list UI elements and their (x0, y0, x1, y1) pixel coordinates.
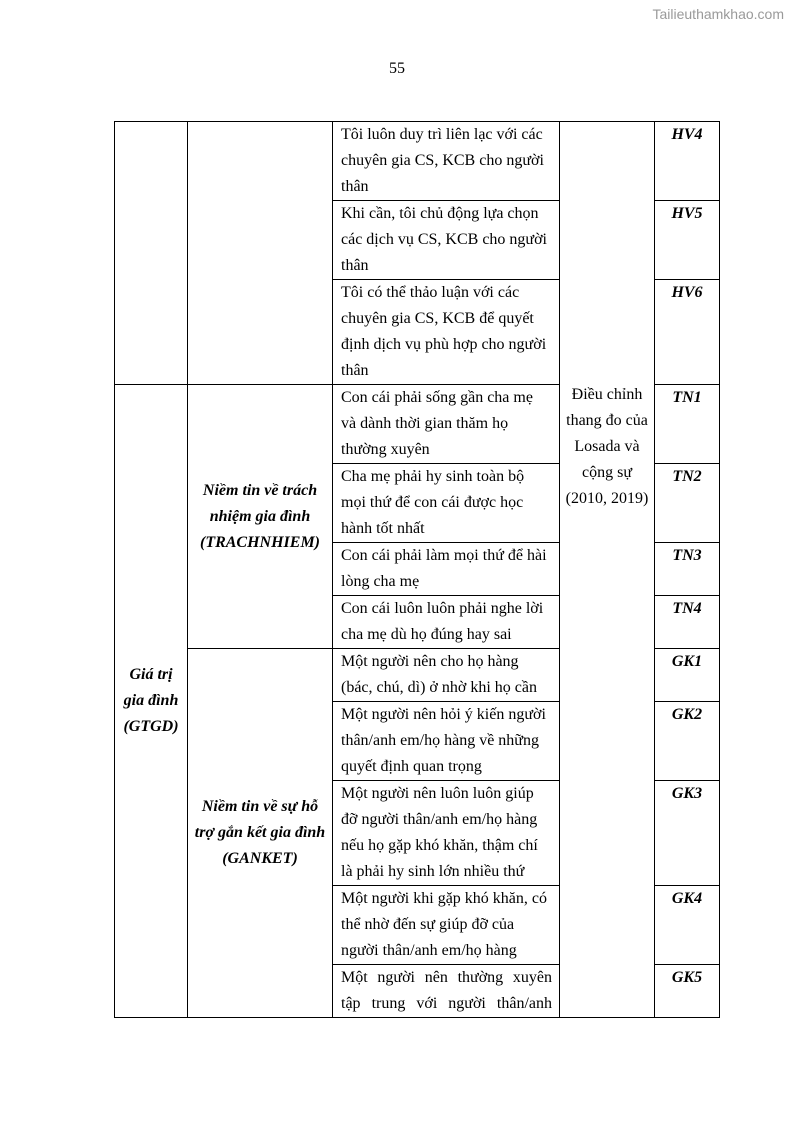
page-number: 55 (389, 60, 405, 77)
item-text: Con cái phải sống gần cha mẹ và dành thời gian thăm họ thường xuyên (333, 385, 560, 464)
table-row (115, 122, 720, 201)
item-text: Con cái phải làm mọi thứ để hài lòng cha mẹ (333, 543, 560, 596)
item-text: Cha mẹ phải hy sinh toàn bộ mọi thứ để con cái được học hành tốt nhất (333, 464, 560, 543)
item-code: HV5 (655, 201, 720, 280)
item-code: HV6 (655, 280, 720, 385)
group-label: Giá trị gia đình (GTGD) (115, 385, 188, 1018)
item-code: TN2 (655, 464, 720, 543)
item-code: GK2 (655, 702, 720, 781)
watermark: Tailieuthamkhao.com (652, 6, 784, 22)
item-text: Một người nên hỏi ý kiến người thân/anh em/họ hàng về những quyết định quan trọng (333, 702, 560, 781)
item-text: Một người nên thường xuyên tập trung với người thân/anh (333, 965, 560, 1018)
item-code: HV4 (655, 122, 720, 201)
subgroup-label-ganket: Niềm tin về sự hỗ trợ gắn kết gia đình (GANKET) (188, 649, 333, 1018)
item-text: Một người nên luôn luôn giúp đỡ người thân/anh em/họ hàng nếu họ gặp khó khăn, thậm chí là phải hy sinh lớn nhiều thứ (333, 781, 560, 886)
item-code: GK4 (655, 886, 720, 965)
item-text: Một người nên cho họ hàng (bác, chú, dì) ở nhờ khi họ cần (333, 649, 560, 702)
subgroup-cell-empty (188, 122, 333, 385)
item-text: Tôi luôn duy trì liên lạc với các chuyên gia CS, KCB cho người thân (333, 122, 560, 201)
item-text: Một người khi gặp khó khăn, có thể nhờ đến sự giúp đỡ của người thân/anh em/họ hàng (333, 886, 560, 965)
source-note: Điều chỉnh thang đo của Losada và cộng sự (2010, 2019) (565, 386, 649, 507)
group-cell-empty (115, 122, 188, 385)
item-text: Tôi có thể thảo luận với các chuyên gia CS, KCB để quyết định dịch vụ phù hợp cho người thân (333, 280, 560, 385)
scale-table (114, 121, 720, 1018)
item-code: GK3 (655, 781, 720, 886)
item-code: TN3 (655, 543, 720, 596)
item-text: Con cái luôn luôn phải nghe lời cha mẹ dù họ đúng hay sai (333, 596, 560, 649)
item-code: TN1 (655, 385, 720, 464)
item-code: GK1 (655, 649, 720, 702)
source-note-cell (560, 122, 655, 1018)
item-code: GK5 (655, 965, 720, 1018)
subgroup-label-trachnhiem: Niềm tin về trách nhiệm gia đình (TRACHNHIEM) (188, 385, 333, 649)
item-code: TN4 (655, 596, 720, 649)
item-text: Khi cần, tôi chủ động lựa chọn các dịch vụ CS, KCB cho người thân (333, 201, 560, 280)
